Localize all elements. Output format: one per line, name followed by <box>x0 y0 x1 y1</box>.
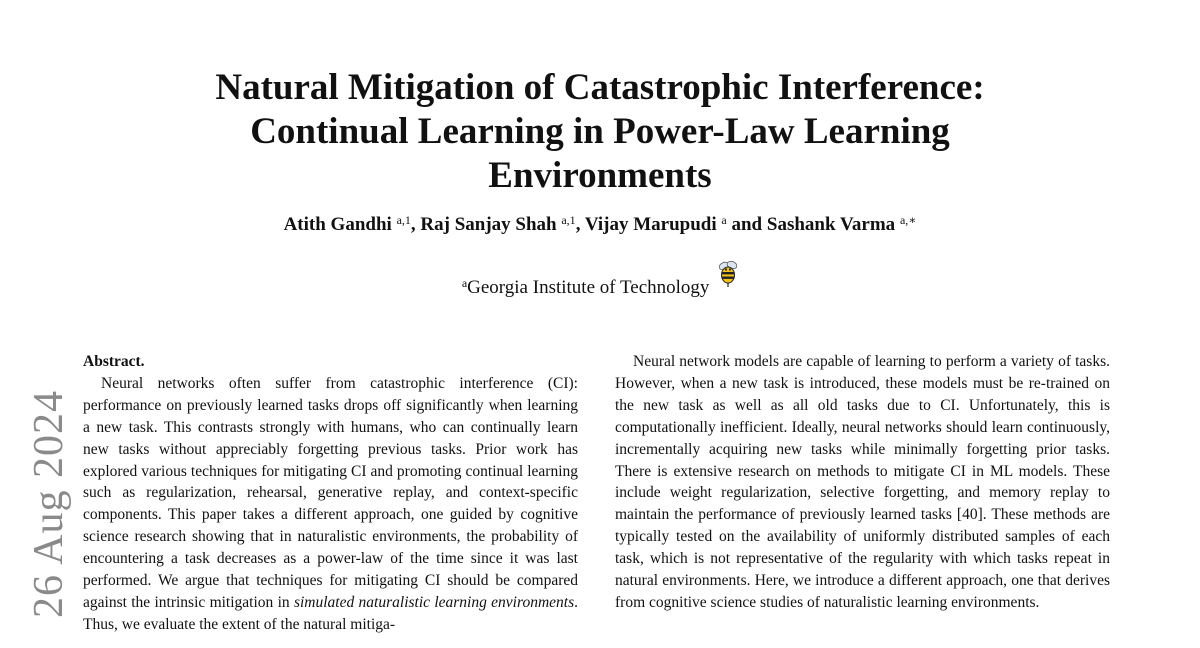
yellow-jacket-bee-icon <box>716 260 740 295</box>
abstract-text-end: . Thus, we evaluate the extent of the natural mitiga- <box>83 593 578 633</box>
author-name: Sashank Varma <box>766 214 896 235</box>
abstract-emphasis: simulated naturalistic learning environments <box>293 593 575 611</box>
title-line-1: Natural Mitigation of Catastrophic Interference: <box>215 67 985 108</box>
author-affiliation-mark: a,∗ <box>899 213 917 227</box>
affiliation <box>100 276 1100 311</box>
author-separator: , <box>410 214 421 235</box>
abstract-column <box>83 351 578 636</box>
affiliation-mark: a <box>461 276 468 290</box>
title-line-3: Environments <box>488 155 712 196</box>
introduction-paragraph: Neural network models are capable of learning to perform a variety of tasks. However, when a new task is introduced, these models must be re-trained on the new task as well as all old tasks due to CI. Unfortunately, this is computationally inefficient. Ideally, neural networks should learn continuously, incrementally acquiring new tasks while minimally forgetting prior tasks. There is extensive research on methods to mitigate CI in ML models. These include weight regularization, selective forgetting, and memory replay to maintain the performance of previously learned tasks [40]. These methods are typically tested on the availability of uniformly distributed samples of each task, which is not representative of the regularity with which tasks repeat in natural environments. Here, we introduce a different approach, one that derives from cognitive science studies of naturalistic learning environments. <box>615 353 1110 611</box>
author-name: Raj Sanjay Shah <box>420 214 557 235</box>
author-name: Atith Gandhi <box>283 214 392 235</box>
abstract-paragraph <box>83 373 578 636</box>
arxiv-date-stamp <box>26 388 72 648</box>
author-affiliation-mark: a,1 <box>561 213 576 227</box>
author-affiliation-mark: a <box>721 213 727 227</box>
author-affiliation-mark: a,1 <box>396 213 411 227</box>
title-line-2: Continual Learning in Power-Law Learning <box>250 111 950 152</box>
abstract-text: Neural networks often suffer from catastrophic interference (CI): performance on previously learned tasks drops off significantly when learning a new task. This contrasts strongly with humans, who can continually learn new tasks without appreciably forgetting previous tasks. Prior work has explored various techniques for mitigating CI and promoting continual learning such as regularization, rehearsal, generative replay, and context-specific components. This paper takes a different approach, one guided by cognitive science research showing that in naturalistic environments, the probability of encountering a task decreases as a power-law of the time since it was last performed. We argue that techniques for mitigating CI should be compared against the intrinsic mitigation in <box>83 374 578 611</box>
abstract-heading: Abstract. <box>83 353 145 370</box>
introduction-column <box>615 351 1110 614</box>
affiliation-name: Georgia Institute of Technology <box>467 277 710 298</box>
author-list <box>100 213 1100 237</box>
arxiv-date: 26 Aug 2024 <box>26 389 72 618</box>
author-name: Vijay Marupudi <box>584 214 717 235</box>
author-separator: , <box>575 214 585 235</box>
paper-title <box>100 66 1100 198</box>
author-separator: and <box>726 214 767 235</box>
